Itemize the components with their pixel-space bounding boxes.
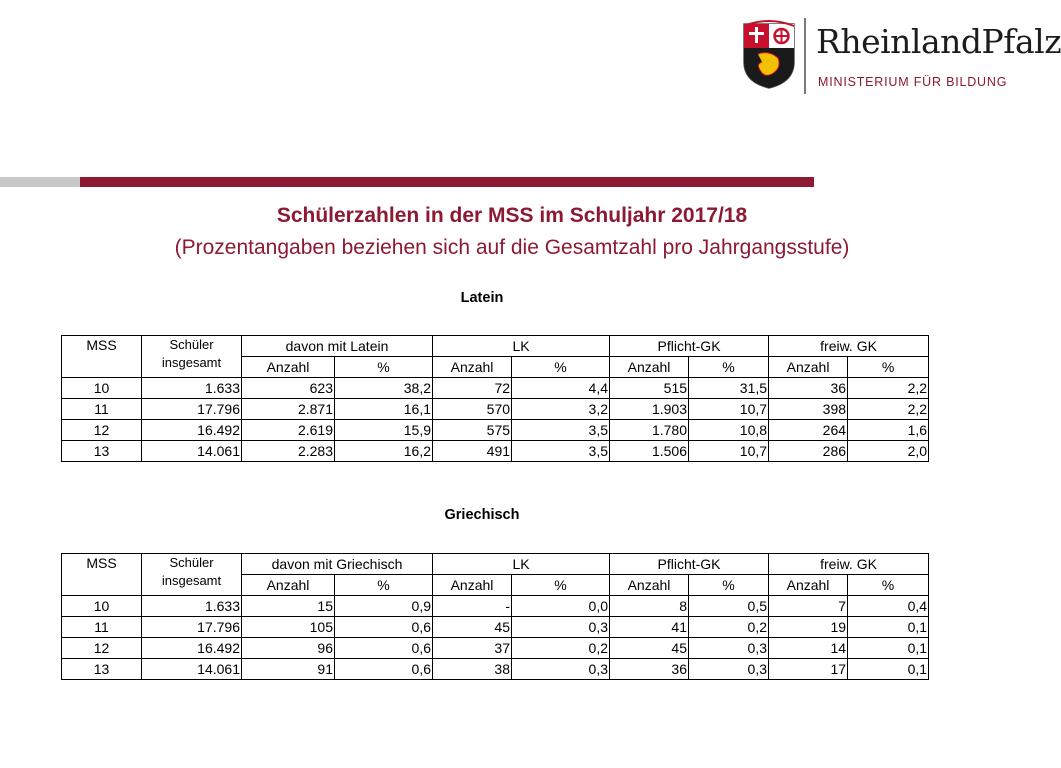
section-label-latein: Latein bbox=[460, 290, 504, 306]
table-row bbox=[62, 617, 929, 638]
logo-divider bbox=[804, 18, 806, 94]
header-pflicht-gk: Pflicht-GK bbox=[610, 554, 769, 575]
cell-pgk-pct: 0,2 bbox=[689, 617, 769, 638]
cell-pgk-pct: 0,5 bbox=[689, 596, 769, 617]
cell-davon-pct: 16,1 bbox=[335, 399, 433, 420]
header-pct: % bbox=[335, 357, 433, 378]
cell-fgk-anzahl: 7 bbox=[769, 596, 848, 617]
table-row bbox=[62, 399, 929, 420]
header-schueler: Schüler insgesamt bbox=[142, 554, 242, 596]
cell-mss: 10 bbox=[62, 596, 142, 617]
header-mss: MSS bbox=[62, 336, 142, 378]
coat-of-arms-icon bbox=[742, 22, 796, 90]
cell-mss: 12 bbox=[62, 638, 142, 659]
header-lk: LK bbox=[433, 554, 610, 575]
cell-fgk-anzahl: 14 bbox=[769, 638, 848, 659]
cell-fgk-pct: 2,2 bbox=[848, 378, 929, 399]
cell-lk-pct: 3,5 bbox=[512, 420, 610, 441]
accent-bar-grey bbox=[0, 177, 80, 187]
cell-pgk-anzahl: 515 bbox=[610, 378, 689, 399]
cell-lk-pct: 0,2 bbox=[512, 638, 610, 659]
header-pct: % bbox=[848, 575, 929, 596]
cell-davon-pct: 0,6 bbox=[335, 659, 433, 680]
cell-davon-pct: 0,9 bbox=[335, 596, 433, 617]
cell-fgk-anzahl: 17 bbox=[769, 659, 848, 680]
cell-lk-pct: 0,3 bbox=[512, 617, 610, 638]
header-anzahl: Anzahl bbox=[242, 575, 335, 596]
cell-davon-pct: 16,2 bbox=[335, 441, 433, 462]
cell-lk-pct: 4,4 bbox=[512, 378, 610, 399]
header-pct: % bbox=[512, 357, 610, 378]
cell-davon-anzahl: 105 bbox=[242, 617, 335, 638]
header-anzahl: Anzahl bbox=[610, 575, 689, 596]
cell-lk-anzahl: 37 bbox=[433, 638, 512, 659]
cell-mss: 11 bbox=[62, 399, 142, 420]
header-anzahl: Anzahl bbox=[433, 575, 512, 596]
cell-davon-pct: 0,6 bbox=[335, 617, 433, 638]
cell-lk-pct: 0,0 bbox=[512, 596, 610, 617]
header-anzahl: Anzahl bbox=[433, 357, 512, 378]
header-lk: LK bbox=[433, 336, 610, 357]
cell-pgk-anzahl: 1.780 bbox=[610, 420, 689, 441]
cell-gesamt: 17.796 bbox=[142, 617, 242, 638]
table-row bbox=[62, 638, 929, 659]
cell-davon-anzahl: 2.619 bbox=[242, 420, 335, 441]
ministry-name: MINISTERIUM FÜR BILDUNG bbox=[818, 75, 1008, 89]
header-davon: davon mit Latein bbox=[242, 336, 433, 357]
cell-fgk-pct: 2,2 bbox=[848, 399, 929, 420]
cell-davon-pct: 15,9 bbox=[335, 420, 433, 441]
cell-davon-pct: 38,2 bbox=[335, 378, 433, 399]
cell-mss: 12 bbox=[62, 420, 142, 441]
cell-davon-anzahl: 2.283 bbox=[242, 441, 335, 462]
cell-lk-pct: 3,5 bbox=[512, 441, 610, 462]
cell-davon-anzahl: 91 bbox=[242, 659, 335, 680]
table-row bbox=[62, 420, 929, 441]
header-pct: % bbox=[335, 575, 433, 596]
cell-gesamt: 14.061 bbox=[142, 441, 242, 462]
cell-gesamt: 14.061 bbox=[142, 659, 242, 680]
cell-davon-anzahl: 15 bbox=[242, 596, 335, 617]
logo-wordmark: RheinlandPfalz bbox=[816, 22, 1061, 61]
cell-davon-anzahl: 623 bbox=[242, 378, 335, 399]
cell-fgk-pct: 0,4 bbox=[848, 596, 929, 617]
cell-pgk-pct: 10,7 bbox=[689, 399, 769, 420]
header-pct: % bbox=[689, 357, 769, 378]
header-davon: davon mit Griechisch bbox=[242, 554, 433, 575]
ministry-logo bbox=[742, 18, 1061, 96]
cell-fgk-anzahl: 286 bbox=[769, 441, 848, 462]
cell-lk-anzahl: 38 bbox=[433, 659, 512, 680]
cell-lk-anzahl: 72 bbox=[433, 378, 512, 399]
table-row bbox=[62, 441, 929, 462]
cell-fgk-anzahl: 36 bbox=[769, 378, 848, 399]
cell-fgk-pct: 1,6 bbox=[848, 420, 929, 441]
cell-davon-anzahl: 2.871 bbox=[242, 399, 335, 420]
cell-fgk-anzahl: 398 bbox=[769, 399, 848, 420]
table-row bbox=[62, 378, 929, 399]
header-pct: % bbox=[848, 357, 929, 378]
cell-lk-anzahl: 570 bbox=[433, 399, 512, 420]
header-pct: % bbox=[689, 575, 769, 596]
cell-lk-anzahl: 45 bbox=[433, 617, 512, 638]
cell-mss: 11 bbox=[62, 617, 142, 638]
cell-fgk-anzahl: 19 bbox=[769, 617, 848, 638]
cell-mss: 10 bbox=[62, 378, 142, 399]
cell-pgk-anzahl: 45 bbox=[610, 638, 689, 659]
cell-fgk-anzahl: 264 bbox=[769, 420, 848, 441]
cell-gesamt: 16.492 bbox=[142, 420, 242, 441]
table-latein bbox=[61, 335, 929, 462]
cell-fgk-pct: 0,1 bbox=[848, 659, 929, 680]
cell-pgk-anzahl: 41 bbox=[610, 617, 689, 638]
header-pct: % bbox=[512, 575, 610, 596]
table-row bbox=[62, 659, 929, 680]
cell-lk-anzahl: 491 bbox=[433, 441, 512, 462]
cell-pgk-pct: 10,7 bbox=[689, 441, 769, 462]
cell-fgk-pct: 0,1 bbox=[848, 638, 929, 659]
page-subtitle: (Prozentangaben beziehen sich auf die Gesamtzahl pro Jahrgangsstufe) bbox=[174, 236, 850, 259]
cell-lk-anzahl: - bbox=[433, 596, 512, 617]
header-schueler: Schüler insgesamt bbox=[142, 336, 242, 378]
cell-lk-pct: 3,2 bbox=[512, 399, 610, 420]
cell-pgk-pct: 0,3 bbox=[689, 638, 769, 659]
accent-bar-red bbox=[80, 177, 814, 187]
cell-davon-anzahl: 96 bbox=[242, 638, 335, 659]
cell-mss: 13 bbox=[62, 441, 142, 462]
header-anzahl: Anzahl bbox=[610, 357, 689, 378]
cell-gesamt: 1.633 bbox=[142, 596, 242, 617]
cell-gesamt: 16.492 bbox=[142, 638, 242, 659]
cell-davon-pct: 0,6 bbox=[335, 638, 433, 659]
cell-pgk-pct: 10,8 bbox=[689, 420, 769, 441]
cell-pgk-pct: 31,5 bbox=[689, 378, 769, 399]
page-title: Schülerzahlen in der MSS im Schuljahr 2017/18 bbox=[276, 204, 748, 227]
header-freiw-gk: freiw. GK bbox=[769, 554, 929, 575]
cell-gesamt: 17.796 bbox=[142, 399, 242, 420]
cell-pgk-anzahl: 36 bbox=[610, 659, 689, 680]
cell-pgk-anzahl: 1.903 bbox=[610, 399, 689, 420]
header-anzahl: Anzahl bbox=[242, 357, 335, 378]
header-mss: MSS bbox=[62, 554, 142, 596]
header-freiw-gk: freiw. GK bbox=[769, 336, 929, 357]
cell-fgk-pct: 2,0 bbox=[848, 441, 929, 462]
cell-pgk-anzahl: 8 bbox=[610, 596, 689, 617]
cell-lk-pct: 0,3 bbox=[512, 659, 610, 680]
header-anzahl: Anzahl bbox=[769, 357, 848, 378]
header-pflicht-gk: Pflicht-GK bbox=[610, 336, 769, 357]
cell-mss: 13 bbox=[62, 659, 142, 680]
cell-pgk-pct: 0,3 bbox=[689, 659, 769, 680]
header-anzahl: Anzahl bbox=[769, 575, 848, 596]
section-label-griechisch: Griechisch bbox=[444, 507, 520, 523]
cell-lk-anzahl: 575 bbox=[433, 420, 512, 441]
table-griechisch bbox=[61, 553, 929, 680]
cell-pgk-anzahl: 1.506 bbox=[610, 441, 689, 462]
cell-gesamt: 1.633 bbox=[142, 378, 242, 399]
cell-fgk-pct: 0,1 bbox=[848, 617, 929, 638]
table-row bbox=[62, 596, 929, 617]
